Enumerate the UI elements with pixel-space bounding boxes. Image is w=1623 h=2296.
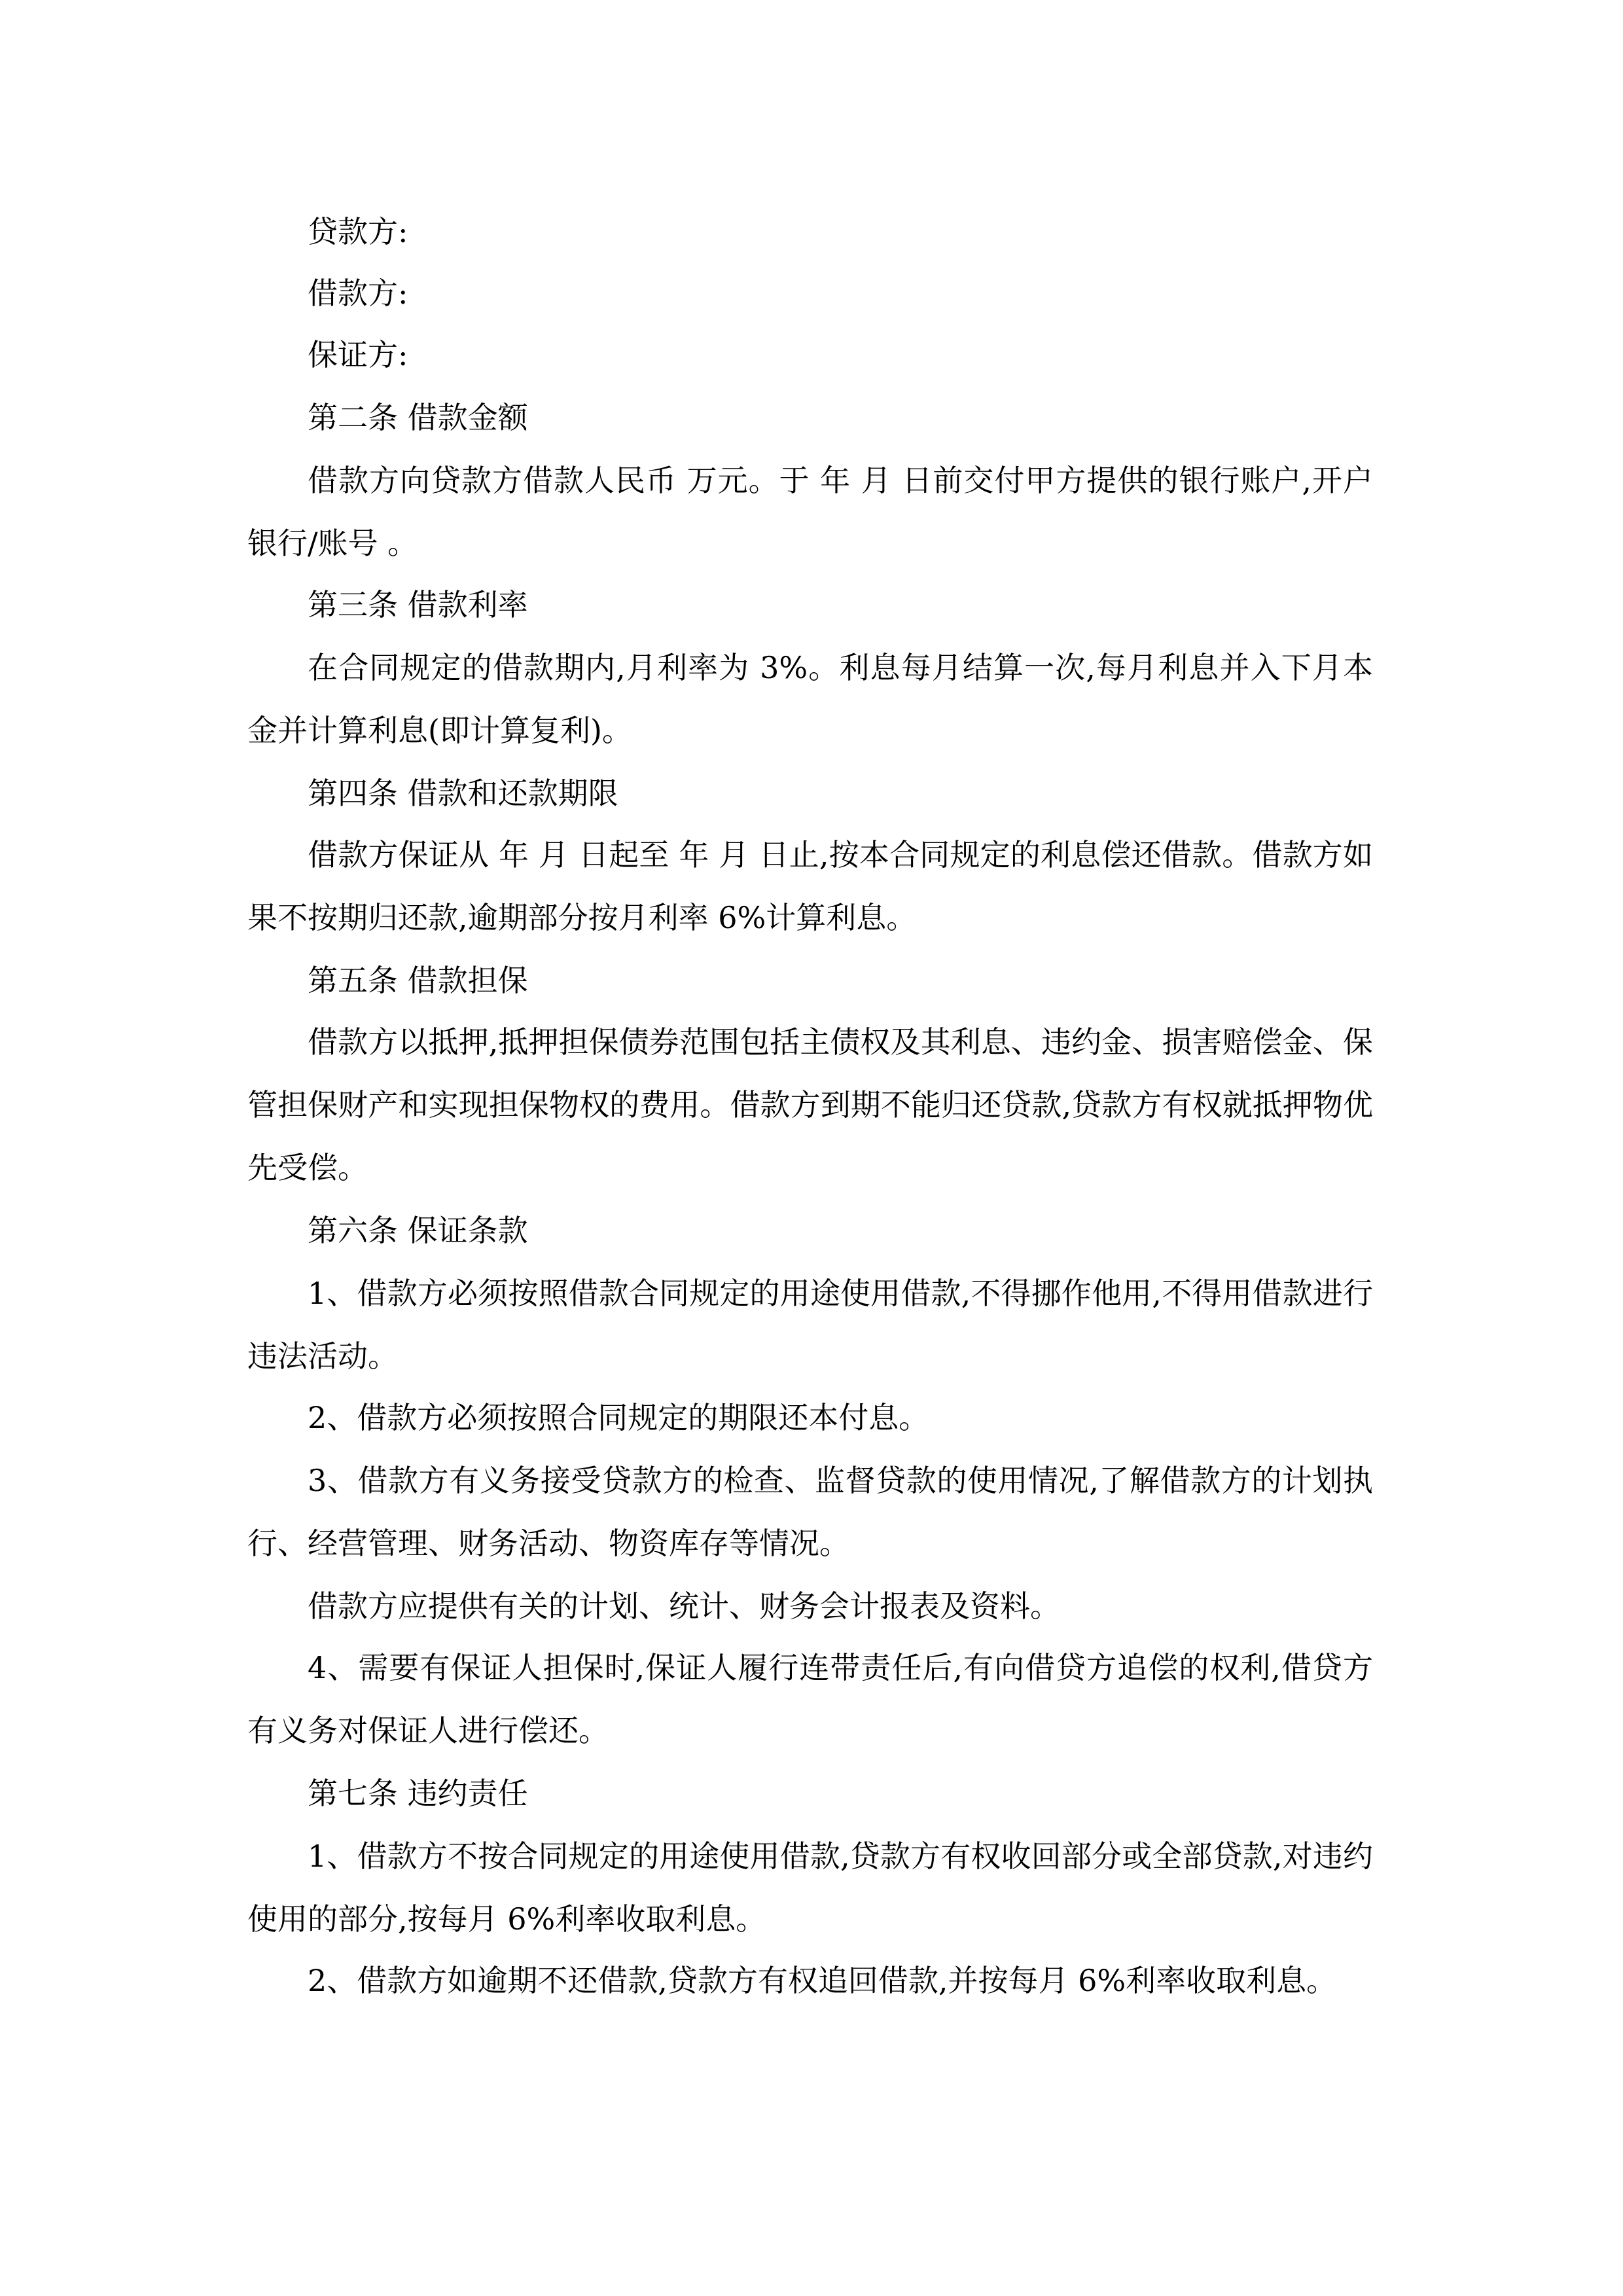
article-5-body: 借款方以抵押,抵押担保债券范围包括主债权及其利息、违约金、损害赔偿金、保管担保财产和实现担保物权的费用。借款方到期不能归还贷款,贷款方有权就抵押物优先受偿。 (247, 1024, 1373, 1185)
article-6-heading: 第六条 保证条款 (308, 1213, 528, 1248)
article-6-item-3-note: 借款方应提供有关的计划、统计、财务会计报表及资料。 (308, 1588, 1060, 1624)
article-2-body: 借款方向贷款方借款人民币 万元。于 年 月 日前交付甲方提供的银行账户,开户银行/账号 。 (247, 463, 1373, 561)
article-2-heading: 第二条 借款金额 (308, 400, 528, 435)
article-7-item-1: 1、借款方不按合同规定的用途使用借款,贷款方有权收回部分或全部贷款,对违约使用的部分,按每月 6%利率收取利息。 (247, 1839, 1373, 1937)
article-7-item-2: 2、借款方如逾期不还借款,贷款方有权追回借款,并按每月 6%利率收取利息。 (308, 1963, 1337, 1998)
article-6-item-2: 2、借款方必须按照合同规定的期限还本付息。 (308, 1400, 929, 1435)
article-3-body: 在合同规定的借款期内,月利率为 3%。利息每月结算一次,每月利息并入下月本金并计算利息(即计算复利)。 (247, 650, 1373, 748)
borrower-label: 借款方: (308, 276, 408, 311)
article-3-heading: 第三条 借款利率 (308, 587, 528, 622)
article-7-heading: 第七条 违约责任 (308, 1776, 528, 1811)
article-4-body: 借款方保证从 年 月 日起至 年 月 日止,按本合同规定的利息偿还借款。借款方如果不按期归还款,逾期部分按月利率 6%计算利息。 (247, 837, 1373, 935)
lender-label: 贷款方: (308, 214, 408, 249)
article-5-heading: 第五条 借款担保 (308, 963, 528, 998)
article-6-item-1: 1、借款方必须按照借款合同规定的用途使用借款,不得挪作他用,不得用借款进行违法活动。 (247, 1276, 1373, 1374)
article-4-heading: 第四条 借款和还款期限 (308, 776, 618, 811)
article-6-item-3: 3、借款方有义务接受贷款方的检查、监督贷款的使用情况,了解借款方的计划执行、经营管理、财务活动、物资库存等情况。 (247, 1463, 1373, 1561)
guarantor-label: 保证方: (308, 337, 408, 372)
article-6-item-4: 4、需要有保证人担保时,保证人履行连带责任后,有向借贷方追偿的权利,借贷方有义务对保证人进行偿还。 (247, 1650, 1373, 1748)
